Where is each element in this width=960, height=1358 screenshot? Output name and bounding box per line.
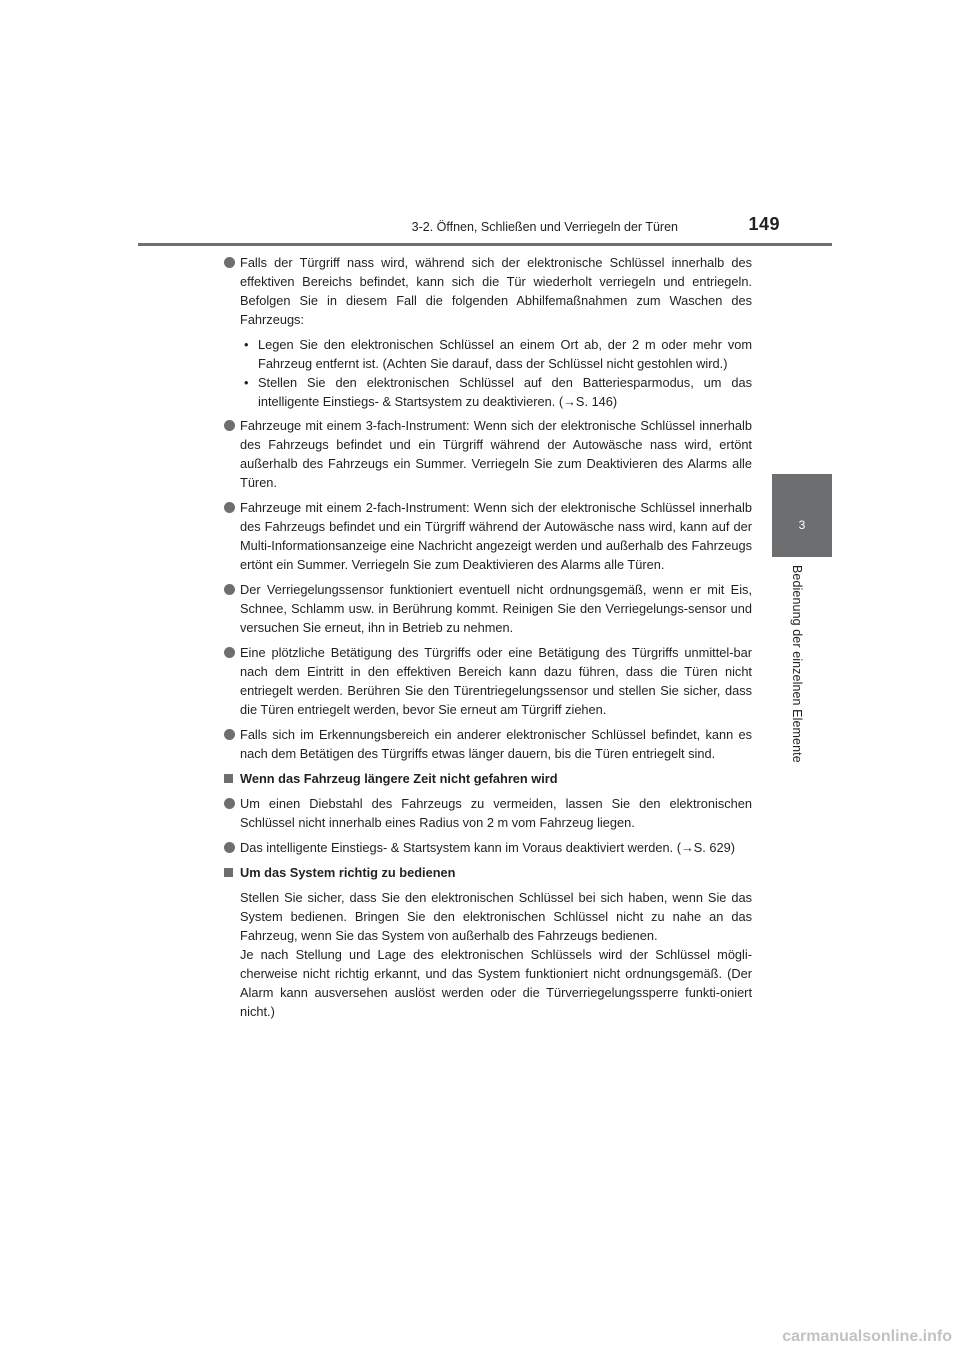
bullet-text: Falls sich im Erkennungsbereich ein anderer elektronischer Schlüssel befindet, kann es nach dem Betätigen des Türgriffs etwas länger dauern, bis die Türen entriegelt sind. [240, 727, 752, 761]
list-item [222, 253, 752, 329]
bullet-text: Fahrzeuge mit einem 2-fach-Instrument: Wenn sich der elektronische Schlüssel innerhalb des Fahrzeugs befindet und ein Türgriff während der Autowäsche nass wird, kann auf der Multi-Informationsanzeige eine Nachricht angezeigt werden und außerhalb des Fahrzeugs ertönt ein Summer. Verriegeln Sie zum Deaktivieren des Alarms alle Türen. [240, 500, 752, 572]
sub-list-text: Legen Sie den elektronischen Schlüssel an einem Ort ab, der 2 m oder mehr vom Fahrzeug entfernt ist. (Achten Sie darauf, dass der Schlüssel nicht gestohlen wird.) [258, 337, 752, 371]
sub-list-item [240, 373, 752, 411]
sub-list-item [240, 335, 752, 373]
body-paragraph: Je nach Stellung und Lage des elektronischen Schlüssels wird der Schlüssel mögli-cherweise nicht richtig erkannt, und das System funktioniert nicht ordnungsgemäß. (Der Alarm kann ausversehen auslöst werden oder die Türverriegelungssperre funkti-oniert nicht.) [240, 947, 752, 1019]
chapter-tab [772, 474, 832, 557]
bullet-dot-icon [224, 842, 235, 853]
list-item [222, 498, 752, 574]
section-heading [222, 769, 752, 788]
bullet-text: Der Verriegelungssensor funktioniert eventuell nicht ordnungsgemäß, wenn er mit Eis, Schnee, Schlamm usw. in Berührung kommt. Reinigen Sie den Verriegelungs-sensor und versuchen Sie erneut, ihn in Betrieb zu nehmen. [240, 582, 752, 635]
list-item [222, 794, 752, 832]
bullet-text: Eine plötzliche Betätigung des Türgriffs oder eine Betätigung des Türgriffs unmittel-bar nach dem Eintritt in den effektiven Bereich kann dazu führen, dass die Türen nicht entriegelt werden. Berühren Sie den Türentriegelungssensor und stellen Sie sicher, dass die Türen entriegelt werden, bevor Sie erneut am Türgriff ziehen. [240, 645, 752, 717]
page-header [0, 0, 960, 250]
bullet-text: Falls der Türgriff nass wird, während sich der elektronische Schlüssel innerhalb des effektiven Bereichs befindet, kann sich die Tür wiederholt verriegeln und entriegeln. Befolgen Sie in diesem Fall die folgenden Abhilfemaßnahmen zum Waschen des Fahrzeugs: [240, 255, 752, 327]
section-heading [222, 863, 752, 882]
bullet-dot-icon [224, 420, 235, 431]
page-number: 149 [748, 214, 780, 234]
list-item [222, 643, 752, 719]
bullet-point-icon: • [244, 375, 249, 390]
bullet-dot-icon [224, 798, 235, 809]
sub-list-text: Stellen Sie den elektronischen Schlüssel auf den Batteriesparmodus, um das intelligente Einstiegs- & Startsystem zu deaktivieren. (→S. 146) [258, 375, 752, 409]
list-item [222, 416, 752, 492]
bullet-dot-icon [224, 584, 235, 595]
bullet-point-icon: • [244, 337, 249, 352]
list-item [222, 725, 752, 763]
sub-list [240, 335, 752, 411]
list-item [222, 580, 752, 637]
bullet-text: Das intelligente Einstiegs- & Startsystem kann im Voraus deaktiviert werden. (→S. 629) [240, 840, 736, 855]
header-rule [138, 243, 832, 246]
bullet-text: Fahrzeuge mit einem 3-fach-Instrument: Wenn sich der elektronische Schlüssel innerhalb des Fahrzeugs befindet und ein Türgriff während der Autowäsche nass wird, ertönt außerhalb des Fahrzeugs ein Summer. Verriegeln Sie zum Deaktivieren des Alarms alle Türen. [240, 418, 752, 490]
section-heading-text: Um das System richtig zu bedienen [240, 865, 456, 880]
bullet-dot-icon [224, 257, 235, 268]
square-bullet-icon [224, 868, 233, 877]
bullet-dot-icon [224, 729, 235, 740]
header-section-title: 3-2. Öffnen, Schließen und Verriegeln der Türen [411, 220, 678, 234]
body-paragraph: Stellen Sie sicher, dass Sie den elektronischen Schlüssel bei sich haben, wenn Sie das System bedienen. Bringen Sie den elektronischen Schlüssel nicht zu nahe an das Fahrzeug, wenn Sie das System von außerhalb des Fahrzeugs bedienen. [240, 890, 752, 943]
square-bullet-icon [224, 774, 233, 783]
chapter-number: 3 [798, 518, 806, 532]
bullet-text: Um einen Diebstahl des Fahrzeugs zu vermeiden, lassen Sie den elektronischen Schlüssel nicht innerhalb eines Radius von 2 m vom Fahrzeug liegen. [240, 796, 752, 830]
watermark: carmanualsonline.info [782, 1328, 952, 1345]
section-heading-text: Wenn das Fahrzeug längere Zeit nicht gefahren wird [240, 771, 558, 786]
bullet-dot-icon [224, 647, 235, 658]
chapter-label: Bedienung der einzelnen Elemente [790, 565, 804, 763]
list-item [222, 838, 752, 857]
bullet-dot-icon [224, 502, 235, 513]
page-content [222, 253, 752, 1021]
